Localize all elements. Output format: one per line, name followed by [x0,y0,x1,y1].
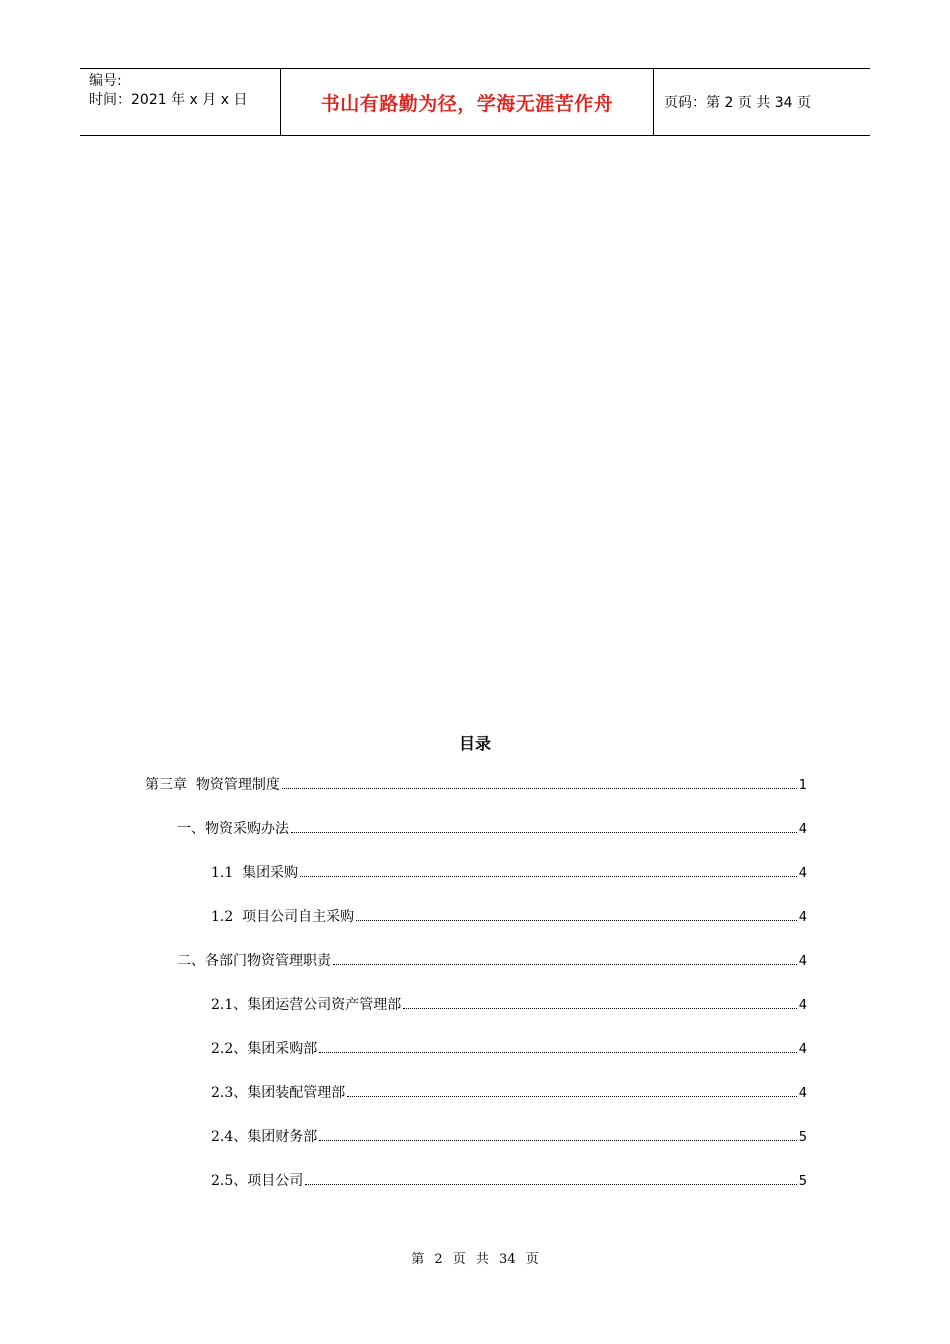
number-label: 编号: [89,73,122,89]
toc-entry-page-number: 5 [798,1130,807,1145]
toc-entry[interactable] [211,1126,807,1148]
toc-dot-leader [356,919,797,921]
toc-entry-page-number: 4 [798,1042,807,1057]
header-left-cell [80,69,281,135]
toc-entry[interactable] [177,818,807,840]
toc-entry-page-number: 1 [798,778,807,793]
time-label: 时间：2021 年 x 月 x 日 [89,92,248,108]
toc-dot-leader [347,1095,796,1097]
toc-dot-leader [319,1139,796,1141]
toc-entry[interactable] [211,1038,807,1060]
toc-entry[interactable] [211,1170,807,1192]
page-header [80,68,870,136]
header-motto: 书山有路勤为径，学海无涯苦作舟 [281,69,654,135]
toc-entry-title: 2.1、集团运营公司资产管理部 [211,997,402,1013]
toc-entry-page-number: 4 [798,866,807,881]
header-page-info: 页码：第 2 页 共 34 页 [664,95,811,111]
toc-entry-title: 1.1 集团采购 [211,865,299,881]
toc-entry-page-number: 4 [798,998,807,1013]
toc-entry-page-number: 5 [798,1174,807,1189]
toc-dot-leader [333,963,797,965]
toc-entry[interactable] [211,994,807,1016]
toc-entry[interactable] [211,862,807,884]
toc-dot-leader [305,1183,796,1185]
toc-dot-leader [291,831,797,833]
toc-dot-leader [300,875,797,877]
toc-entry-title: 第三章 物资管理制度 [145,777,280,793]
toc-entry-title: 2.5、项目公司 [211,1173,304,1189]
toc-entry-title: 2.4、集团财务部 [211,1129,318,1145]
toc-entry-title: 1.2 项目公司自主采购 [211,909,355,925]
toc-entry[interactable] [211,1082,807,1104]
toc-dot-leader [403,1007,796,1009]
toc-entry[interactable] [211,906,807,928]
toc-entry[interactable] [177,950,807,972]
toc-entry-title: 一、物资采购办法 [177,821,289,837]
toc-entry-title: 2.3、集团装配管理部 [211,1085,346,1101]
toc-dot-leader [319,1051,796,1053]
page-footer: 第 2 页 共 34 页 [411,1252,539,1267]
toc-entry-page-number: 4 [798,1086,807,1101]
toc-dot-leader [282,787,797,789]
toc-entry-title: 2.2、集团采购部 [211,1041,318,1057]
toc-entry[interactable] [145,774,807,796]
toc-title: 目录 [458,734,491,753]
toc-entry-page-number: 4 [798,822,807,837]
toc-entry-page-number: 4 [798,954,807,969]
toc-entry-title: 二、各部门物资管理职责 [177,953,331,969]
toc-entry-page-number: 4 [798,910,807,925]
